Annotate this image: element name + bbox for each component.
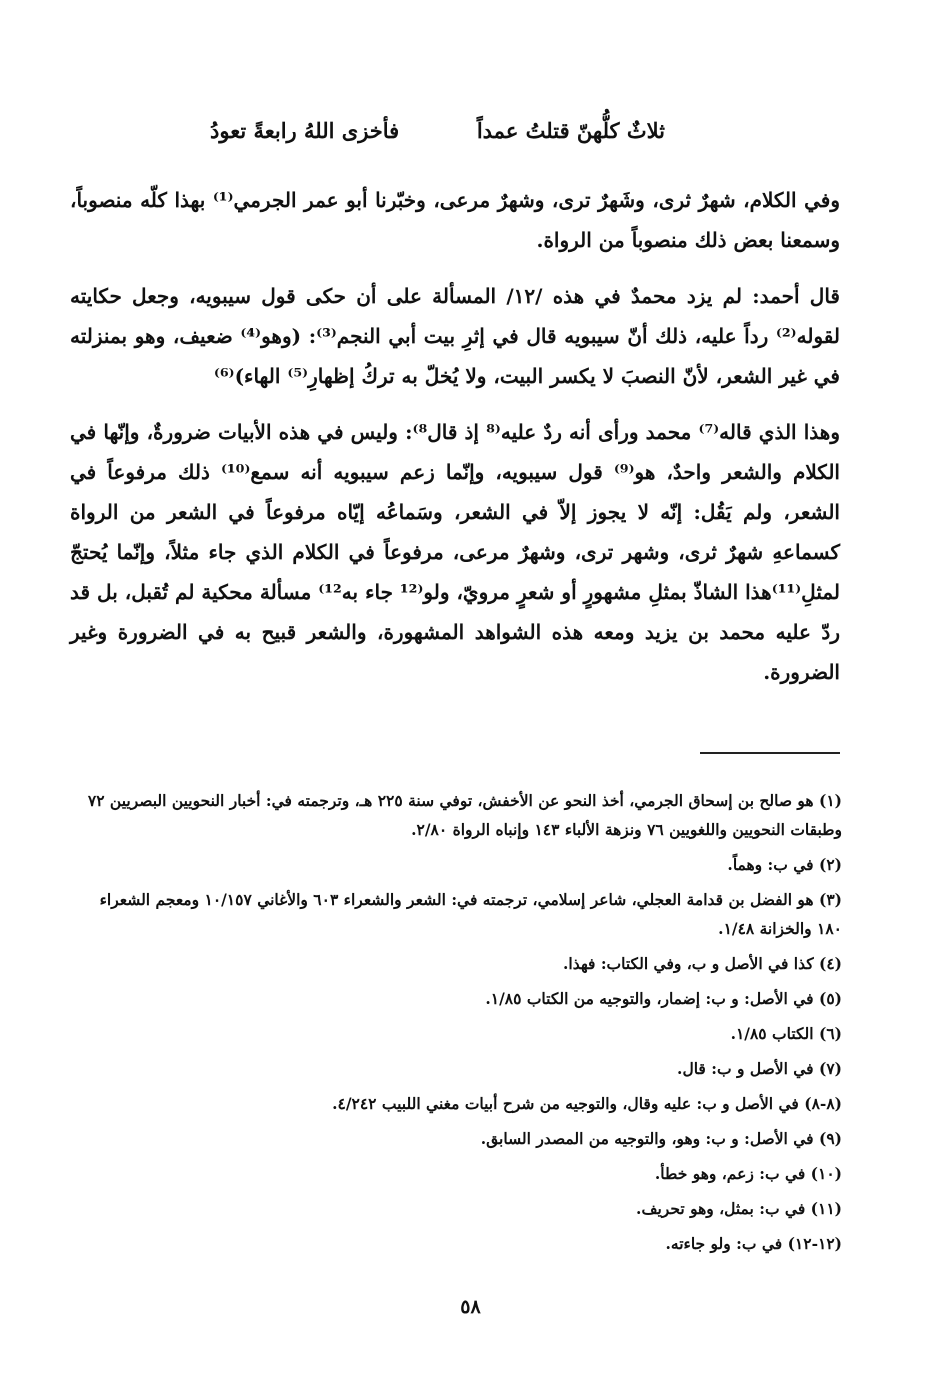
footnote: (٧) في الأصل و ب: قال. [677, 1059, 842, 1078]
paragraph: قال أحمد: لم يزد محمدٌ في هذه /١٢/ المسألة على أن حكى قول سيبويه، وجعل حكايته لقوله⁽²⁾ رداً عليه، ذلك أنّ سيبويه قال في إثرِ بيت أبي النجم⁽³⁾: (وهو⁽⁴⁾ ضعيف، وهو بمنزلته في غير الشعر، لأنّ النصبَ لا يكسر البيت، ولا يُخلّ به تركُ إظهارِ⁽⁵⁾ الهاء)⁽⁶⁾ [70, 284, 840, 388]
footnote: (١١) في ب: بمثل، وهو تحريف. [636, 1199, 842, 1218]
paragraph: وهذا الذي قاله⁽⁷⁾ محمد ورأى أنه ردٌ عليه⁽⁸ إذ قال⁸⁾: وليس في هذه الأبيات ضرورةٌ، وإنّها في الكلام والشعر واحدٌ، هو⁽⁹⁾ قول سيبويه، وإنّما زعم سيبويه أنه سمع⁽¹⁰⁾ ذلك مرفوعاً في الشعر، ولم يَقُل: إنّه لا يجوز إلاّ في الشعر، وسَماعُه إيّاه مرفوعاً في الشعر من الرواة كسماعهِ شهرٌ ثرى، وشهر ترى، وشهرٌ مرعى، مرفوعاً في الكلام الذي جاء مثلاً، وإنّما يُحتجّ لمثلِ⁽¹¹⁾هذا الشاذّ بمثلِ مشهورٍ أو شعرٍ مرويّ، ولو⁽¹² جاء به¹²⁾ مسألة محكية لم تُقبل، بل قد ردّ عليه محمد بن يزيد ومعه هذه الشواهد المشهورة، والشعر قبيح به في الضرورة وغير الضرورة. [70, 420, 841, 684]
footnote: (١٠) في ب: زعم، وهو خطأ. [654, 1164, 842, 1183]
footnote: (٥) في الأصل: و ب: إضمار، والتوجيه من الكتاب ١/٨٥. [485, 989, 842, 1008]
footnote: (٨-٨) في الأصل و ب: عليه وقال، والتوجيه من شرح أبيات مغني اللبيب ٤/٢٤٢. [332, 1094, 842, 1113]
footnote: (٢) في ب: وهماً. [727, 855, 842, 874]
page-number: ٥٨ [460, 1296, 481, 1318]
verse-hemistich-second: فأخزى اللهُ رابعةً تعودُ [210, 118, 400, 143]
footnote: (٦) الكتاب ١/٨٥. [730, 1024, 842, 1043]
footnote: (٩) في الأصل: و ب: وهو، والتوجيه من المصدر السابق. [480, 1129, 842, 1148]
footnotes [75, 786, 842, 1264]
footnote: (١٢-١٢) في ب: ولو جاءته. [665, 1234, 842, 1253]
poetry-verse [190, 118, 710, 158]
paragraph: وفي الكلام، شهرٌ ثرى، وشَهرٌ ترى، وشهرٌ مرعى، وخبّرنا أبو عمر الجرمي⁽¹⁾ بهذا كلّه منصوباً، وسمعنا بعض ذلك منصوباً من الرواة. [70, 188, 841, 252]
footnote-divider [700, 752, 840, 754]
footnote: (١) هو صالح بن إسحاق الجرمي، أخذ النحو عن الأخفش، توفي سنة ٢٢٥ هـ، وترجمته في: أخبار النحويين البصريين ٧٢ وطبقات النحويين واللغويين ٧٦ ونزهة الألباء ١٤٣ وإنباه الرواة ٢/٨٠. [87, 791, 842, 839]
footnote: (٣) هو الفضل بن قدامة العجلي، شاعر إسلامي، ترجمته في: الشعر والشعراء ٦٠٣ والأغاني ١٠/١٥٧ ومعجم الشعراء ١٨٠ والخزانة ١/٤٨. [99, 890, 842, 938]
verse-hemistich-first: ثلاثٌ كلُّهنّ قتلتُ عمداً [476, 118, 665, 143]
footnote: (٤) كذا في الأصل و ب، وفي الكتاب: فهذا. [563, 954, 842, 973]
main-text [70, 180, 840, 692]
